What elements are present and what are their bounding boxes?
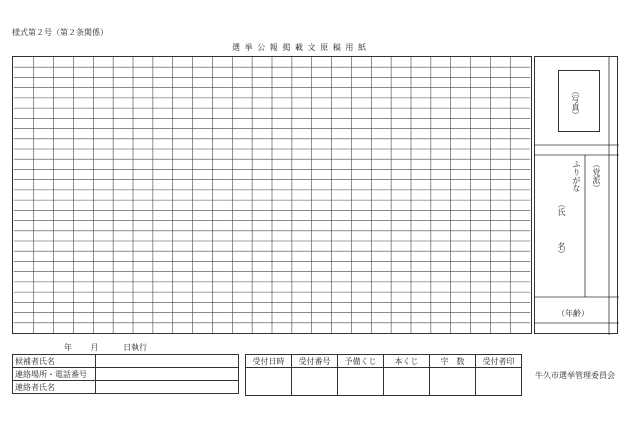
candidate-side-panel [534, 56, 618, 334]
receiver-seal-field[interactable] [476, 368, 522, 396]
header-character-count: 字 数 [430, 355, 476, 368]
party-label: （党派） [592, 160, 601, 192]
candidate-name-label: 候補者氏名 [13, 355, 96, 368]
header-preliminary-lottery: 予備くじ [338, 355, 384, 368]
date-year: 年 [64, 343, 72, 352]
header-receiver-seal: 受付者印 [476, 355, 522, 368]
header-main-lottery: 本くじ [384, 355, 430, 368]
table-row [13, 381, 239, 394]
name-label-close: 名） [557, 242, 566, 258]
candidate-info-table [12, 354, 239, 394]
candidate-name-field[interactable] [96, 355, 239, 368]
date-day: 日執行 [123, 343, 148, 352]
table-row [246, 355, 522, 368]
manuscript-grid [12, 56, 532, 334]
table-row [13, 355, 239, 368]
reception-table [245, 354, 522, 396]
contact-place-label: 連絡場所・電話番号 [13, 368, 96, 381]
election-date [64, 344, 147, 352]
header-reception-number: 受付番号 [292, 355, 338, 368]
character-count-field[interactable] [430, 368, 476, 396]
header-reception-datetime: 受付日時 [246, 355, 292, 368]
form-number: 様式第２号（第２条関係） [12, 28, 108, 37]
photo-label: （写真） [571, 87, 580, 119]
contact-person-label: 連絡者氏名 [13, 381, 96, 394]
contact-place-field[interactable] [96, 368, 239, 381]
table-row [13, 368, 239, 381]
date-month: 月 [90, 343, 99, 352]
preliminary-lottery-field[interactable] [338, 368, 384, 396]
page-title: 選挙公報掲載文原稿用紙 [232, 43, 371, 52]
reception-number-field[interactable] [292, 368, 338, 396]
name-label-open: （氏 [557, 200, 566, 216]
committee-name: 牛久市選挙管理委員会 [535, 371, 615, 380]
contact-person-field[interactable] [96, 381, 239, 394]
main-lottery-field[interactable] [384, 368, 430, 396]
reception-datetime-field[interactable] [246, 368, 292, 396]
furigana-label: ふりがな [572, 160, 581, 192]
age-label: （年齢） [557, 309, 589, 318]
